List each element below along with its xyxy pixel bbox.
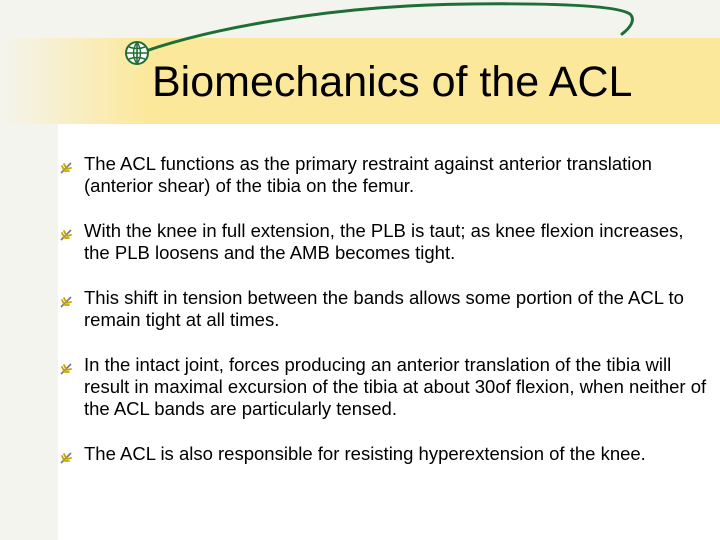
leaf-bullet-icon bbox=[58, 153, 84, 181]
bullet-text: With the knee in full extension, the PLB is taut; as knee flexion increases, the PLB loosens and the AMB becomes tight. bbox=[84, 220, 684, 263]
bullet-text: The ACL functions as the primary restraint against anterior translation (anterior shear) of the tibia on the femur. bbox=[84, 153, 652, 196]
leaf-bullet-icon bbox=[58, 287, 84, 315]
bullet-text: The ACL is also responsible for resisting hyperextension of the knee. bbox=[84, 443, 646, 464]
bullet-item bbox=[58, 443, 708, 471]
slide-title: Biomechanics of the ACL bbox=[152, 58, 633, 106]
bullet-text: This shift in tension between the bands allows some portion of the ACL to remain tight at all times. bbox=[84, 287, 684, 330]
leaf-bullet-icon bbox=[58, 354, 84, 382]
leaf-bullet-icon bbox=[58, 220, 84, 248]
bullet-item bbox=[58, 287, 708, 331]
bullet-item bbox=[58, 354, 708, 420]
bullet-text: In the intact joint, forces producing an anterior translation of the tibia will result in maximal excursion of the tibia at about 30of flexion, when neither of the ACL bands are particularly tensed. bbox=[84, 354, 707, 419]
bullet-item bbox=[58, 153, 708, 197]
leaf-bullet-icon bbox=[58, 443, 84, 471]
bullet-list bbox=[58, 153, 708, 494]
bullet-item bbox=[58, 220, 708, 264]
globe-icon bbox=[124, 40, 150, 66]
